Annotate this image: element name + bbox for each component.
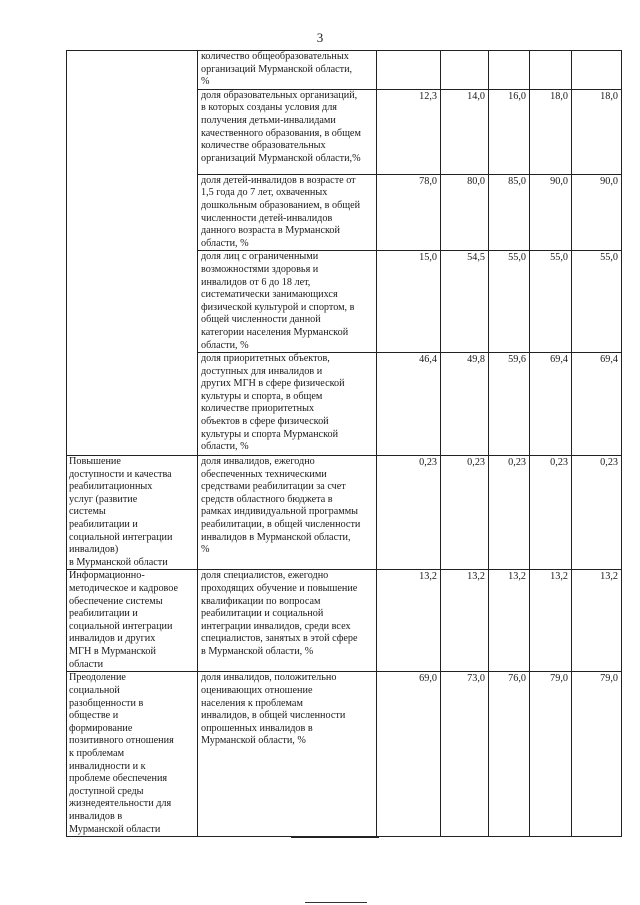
- value-cell: 0,23: [572, 456, 622, 570]
- indicator-cell: доля инвалидов, ежегодно обеспеченных техническими средствами реабилитации за счет средств областного бюджета в рамках индивидуальной программы реабилитации, в общей численности инвалидов в Мурманской области, %: [198, 456, 377, 570]
- goal-cell: Повышение доступности и качества реабилитационных услуг (развитие системы реабилитации и социальной интеграции инвалидов) в Мурманской области: [67, 456, 198, 570]
- value-cell: 13,2: [530, 570, 572, 672]
- page-footer-rule: [305, 902, 367, 903]
- goal-cell: Преодоление социальной разобщенности в обществе и формирование позитивного отношения к проблемам инвалидности и к проблеме обеспечения доступной среды жизнедеятельности для инвалидов в Мурманской области: [67, 672, 198, 837]
- value-cell: [530, 51, 572, 90]
- end-of-table-rule: [291, 837, 379, 838]
- value-cell: 80,0: [441, 174, 489, 251]
- value-cell: 13,2: [377, 570, 441, 672]
- value-cell: 49,8: [441, 353, 489, 456]
- goal-cell: [67, 51, 198, 456]
- value-cell: [572, 51, 622, 90]
- indicator-cell: доля детей-инвалидов в возрасте от 1,5 года до 7 лет, охваченных дошкольным образованием, в общей численности детей-инвалидов данного возраста в Мурманской области, %: [198, 174, 377, 251]
- table-row: [67, 672, 622, 837]
- value-cell: [377, 51, 441, 90]
- page-number: 3: [316, 30, 324, 45]
- value-cell: 0,23: [441, 456, 489, 570]
- table-row: [67, 51, 622, 90]
- value-cell: 14,0: [441, 89, 489, 174]
- indicator-cell: доля инвалидов, положительно оценивающих отношение населения к проблемам инвалидов, в общей численности опрошенных инвалидов в Мурманской области, %: [198, 672, 377, 837]
- value-cell: 54,5: [441, 251, 489, 353]
- value-cell: 13,2: [489, 570, 530, 672]
- goal-cell: Информационно- методическое и кадровое обеспечение системы реабилитации и социальной интеграции инвалидов и других МГН в Мурманской области: [67, 570, 198, 672]
- value-cell: 46,4: [377, 353, 441, 456]
- indicator-cell: доля лиц с ограниченными возможностями здоровья и инвалидов от 6 до 18 лет, систематически занимающихся физической культурой и спортом, в общей численности данной категории населения Мурманской области, %: [198, 251, 377, 353]
- value-cell: 55,0: [572, 251, 622, 353]
- value-cell: 13,2: [441, 570, 489, 672]
- value-cell: 78,0: [377, 174, 441, 251]
- value-cell: [441, 51, 489, 90]
- indicator-cell: доля приоритетных объектов, доступных для инвалидов и других МГН в сфере физической культуры и спорта, в общем количестве приоритетных объектов в сфере физической культуры и спорта Мурманской области, %: [198, 353, 377, 456]
- value-cell: 0,23: [489, 456, 530, 570]
- value-cell: 15,0: [377, 251, 441, 353]
- value-cell: 55,0: [489, 251, 530, 353]
- value-cell: 0,23: [377, 456, 441, 570]
- value-cell: 59,6: [489, 353, 530, 456]
- value-cell: 73,0: [441, 672, 489, 837]
- table-row: [67, 456, 622, 570]
- value-cell: 79,0: [572, 672, 622, 837]
- value-cell: 90,0: [530, 174, 572, 251]
- indicator-cell: доля специалистов, ежегодно проходящих обучение и повышение квалификации по вопросам реабилитации и социальной интеграции инвалидов, среди всех специалистов, занятых в этой сфере в Мурманской области, %: [198, 570, 377, 672]
- value-cell: [489, 51, 530, 90]
- value-cell: 85,0: [489, 174, 530, 251]
- value-cell: 13,2: [572, 570, 622, 672]
- value-cell: 76,0: [489, 672, 530, 837]
- indicators-table: [66, 50, 622, 837]
- value-cell: 55,0: [530, 251, 572, 353]
- value-cell: 69,4: [530, 353, 572, 456]
- value-cell: 0,23: [530, 456, 572, 570]
- value-cell: 69,0: [377, 672, 441, 837]
- indicator-cell: доля образовательных организаций, в которых созданы условия для получения детьми-инвалидами качественного образования, в общем количестве образовательных организаций Мурманской области,%: [198, 89, 377, 174]
- value-cell: 12,3: [377, 89, 441, 174]
- value-cell: 18,0: [572, 89, 622, 174]
- indicator-cell: количество общеобразовательных организаций Мурманской области, %: [198, 51, 377, 90]
- value-cell: 18,0: [530, 89, 572, 174]
- value-cell: 79,0: [530, 672, 572, 837]
- value-cell: 16,0: [489, 89, 530, 174]
- value-cell: 90,0: [572, 174, 622, 251]
- value-cell: 69,4: [572, 353, 622, 456]
- table-row: [67, 570, 622, 672]
